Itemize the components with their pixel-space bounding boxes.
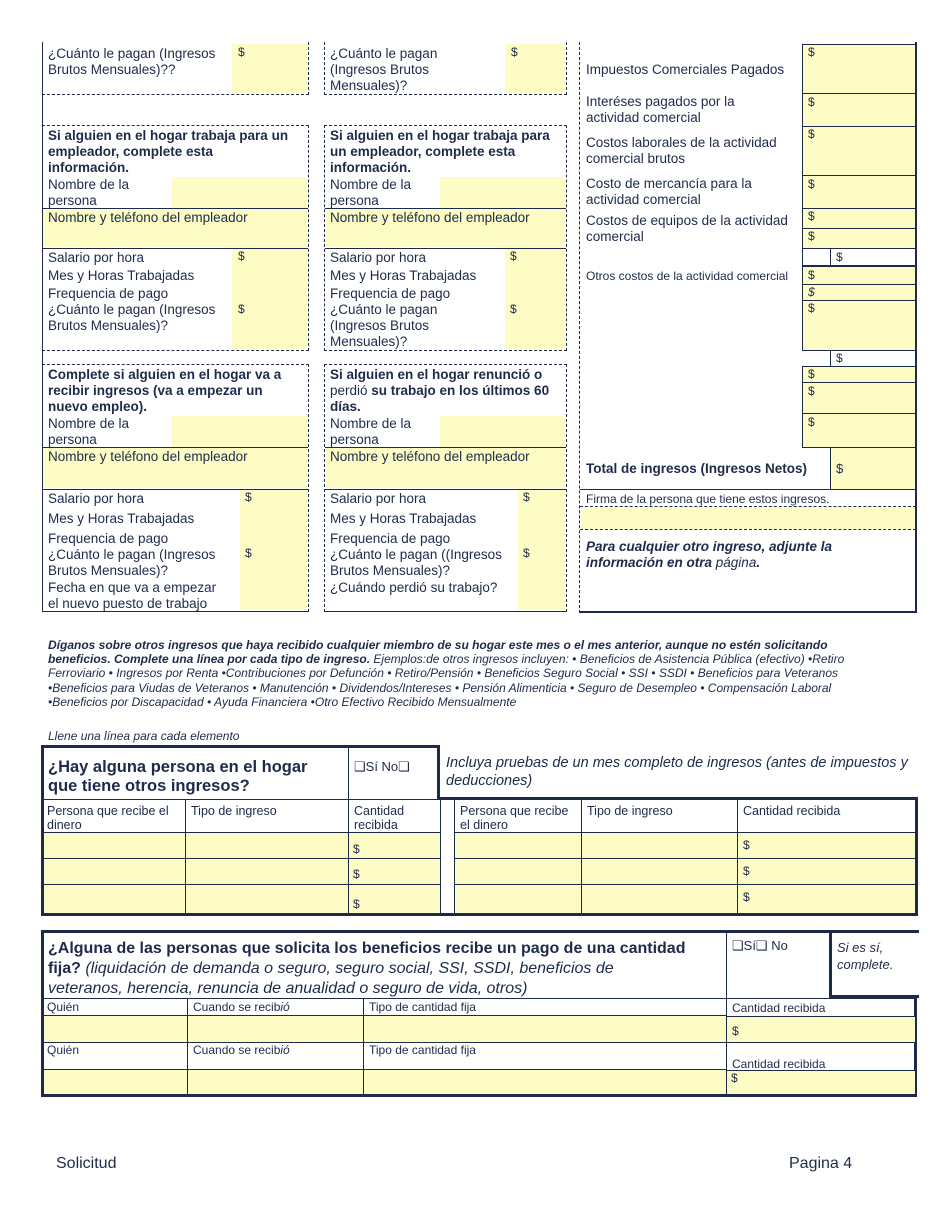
divider [802, 228, 916, 229]
divider [580, 489, 916, 490]
dollar-sign: $ [743, 890, 750, 904]
dollar-sign: $ [245, 546, 252, 560]
fixed-row-amount[interactable] [727, 1071, 915, 1094]
question-italic: (liquidación de demanda o seguro, seguro social, SSI, SSDI, beneficios de [80, 960, 614, 977]
top-left-gross-label: ¿Cuánto le pagan (Ingresos Brutos Mensuales)?? [48, 46, 216, 77]
divider [580, 529, 916, 530]
dollar-sign: $ [836, 461, 844, 476]
dollar-sign: $ [808, 95, 815, 109]
divider [348, 746, 349, 800]
col-amount2-header: Cantidad recibida [743, 804, 841, 818]
other-income-question: ¿Hay alguna persona en el hogar que tiene otros ingresos? [48, 758, 308, 795]
dollar-sign: $ [836, 250, 843, 264]
dollar-sign: $ [245, 490, 252, 504]
divider [830, 351, 831, 366]
dollar-sign: $ [743, 864, 750, 878]
section-c-frequency-label: Frequencia de pago [48, 531, 169, 546]
col-person2-header: Persona que recibe el dinero [460, 804, 569, 832]
dollar-sign: $ [238, 302, 245, 316]
other-income-intro: Díganos sobre otros ingresos que haya recibido cualquier miembro de su hogar este mes o el mes anterior, aunque no estén solicitando beneficios. Complete una línea por cada tipo de ingreso. Ejemplos:de otros ingresos incluyen: • Beneficios de Asistencia Pública (efectivo) •Retiro Ferroviario • Ingresos por Renta •Contribuciones por Defunción • Retiro/Pensión • Beneficios Seguro Social • SSI • SSDI • Beneficios para Veteranos •Beneficios para Viudas de Veteranos • Manutención • Dividendos/Intereses • Pensión Alimenticia • Seguro de Desempleo • Compensación Laboral •Beneficios por Discapacidad • Ayuda Financiera •Otro Efectivo Recibido Mensualmente [48, 638, 845, 709]
fixed-payment-yes-no[interactable]: ❑Sí❑ No [732, 938, 788, 953]
proof-note: Incluya pruebas de un mes completo de ingresos (antes de impuestos y deducciones) [446, 755, 908, 789]
fixed-payment-question: ¿Alguna de las personas que solicita los beneficios recibe un pago de una cantidad fija? (liquidación de demanda o seguro, seguro social, SSI, SSDI, beneficios de veteranos, herencia, renuncia de anualidad o seguro de vida, otros) [48, 940, 686, 997]
col-person-header: Persona que recibe el dinero [47, 804, 169, 832]
section-b-gross-label: ¿Cuánto le pagan (Ingresos Brutos Mensuales)? [330, 302, 438, 349]
dollar-sign: $ [731, 1071, 738, 1085]
divider [581, 833, 582, 913]
dollar-sign: $ [353, 842, 360, 856]
dollar-sign: $ [353, 867, 360, 881]
business-total-field[interactable] [831, 448, 915, 489]
section-d-month-hours-label: Mes y Horas Trabajadas [330, 511, 477, 526]
note-part: . [756, 555, 761, 570]
if-yes-note: Si es sí, complete. [837, 940, 894, 972]
business-gap-row [803, 249, 915, 266]
dollar-sign: $ [808, 367, 815, 381]
fill-line-note: Llene una línea para cada elemento [48, 729, 240, 743]
divider [802, 413, 916, 414]
divider [44, 1042, 915, 1043]
note-part: página [715, 555, 757, 570]
business-other-label: Otros costos de la actividad comercial [586, 269, 789, 283]
section-d-employer-label: Nombre y teléfono del empleador [330, 449, 530, 464]
footer-page-number: Pagina 4 [789, 1155, 853, 1172]
divider [802, 208, 916, 209]
divider [802, 126, 916, 127]
business-total-label: Total de ingresos (Ingresos Netos) [586, 461, 808, 476]
section-c-hourly-label: Salario por hora [48, 491, 145, 506]
section-d-hourly-label: Salario por hora [330, 491, 427, 506]
section-c-gross-label: ¿Cuánto le pagan (Ingresos Brutos Mensuales)? [48, 547, 216, 578]
when-header [193, 1043, 290, 1057]
section-c-heading: Complete si alguien en el hogar va a recibir ingresos (va a empezar un nuevo empleo). [48, 367, 282, 414]
when-text: Cuando se recib [193, 1043, 281, 1057]
table-row[interactable] [349, 833, 440, 913]
business-values-field[interactable] [803, 44, 915, 447]
dollar-sign: $ [353, 897, 360, 911]
who-header: Quién [47, 1043, 80, 1057]
section-d-heading-word: perdió [330, 383, 368, 398]
section-b-values-field[interactable] [505, 249, 565, 349]
business-values-border [802, 366, 803, 447]
dollar-sign: $ [808, 301, 815, 315]
dollar-sign: $ [808, 268, 815, 282]
section-a-values-field[interactable] [232, 249, 307, 349]
business-labor-label: Costos laborales de la actividad comercial brutos [586, 135, 777, 166]
amount-header: Cantidad recibida [732, 1057, 826, 1071]
section-b-name-label: Nombre de la persona [330, 177, 412, 208]
section-a-gross-label: ¿Cuánto le pagan (Ingresos Brutos Mensuales)? [48, 302, 216, 333]
section-d-heading-rest: su trabajo en los últimos 60 [367, 383, 550, 398]
divider [802, 284, 916, 285]
section-b-heading: Si alguien en el hogar trabaja para un empleador, complete esta información. [330, 128, 550, 175]
section-d-heading: Si alguien en el hogar renunció o perdió su trabajo en los últimos 60 días. [330, 367, 550, 414]
dollar-sign: $ [743, 838, 750, 852]
dollar-sign: $ [808, 285, 815, 299]
section-a-month-hours-label: Mes y Horas Trabajadas [48, 268, 195, 283]
dollar-sign: $ [836, 351, 843, 365]
dollar-sign: $ [510, 302, 517, 316]
fixed-row-who[interactable] [44, 1016, 187, 1042]
divider [44, 858, 440, 859]
dollar-sign: $ [238, 249, 245, 263]
divider [44, 998, 915, 999]
section-c-name-field[interactable] [172, 416, 307, 447]
section-b-frequency-label: Frequencia de pago [330, 286, 451, 301]
col-type-header: Tipo de ingreso [191, 804, 277, 818]
section-c-start-label: Fecha en que va a empezar el nuevo puesto de trabajo [48, 580, 217, 611]
divider [185, 833, 186, 913]
business-merch-label: Costo de mercancía para la actividad comercial [586, 176, 752, 207]
business-signature-label: Firma de la persona que tiene estos ingresos. [586, 492, 830, 506]
divider [802, 266, 916, 267]
divider [737, 833, 738, 913]
dollar-sign: $ [238, 45, 245, 59]
divider [802, 93, 916, 94]
dollar-sign: $ [523, 490, 530, 504]
divider [440, 800, 441, 913]
divider [802, 366, 916, 367]
intro-bold: beneficios. Complete una línea por cada tipo de ingreso. [48, 652, 371, 667]
business-other-income-note: Para cualquier otro ingreso, adjunte la información en otra página. [586, 539, 833, 570]
fixed-row-when[interactable] [188, 1070, 363, 1094]
section-a-name-label: Nombre de la persona [48, 177, 130, 208]
section-d-frequency-label: Frequencia de pago [330, 531, 451, 546]
when-text-italic: ió [280, 1000, 290, 1014]
signature-field[interactable] [581, 507, 915, 529]
divider [802, 382, 916, 383]
section-a-name-field[interactable] [172, 177, 307, 208]
table-row[interactable] [186, 833, 348, 913]
divider [830, 249, 831, 266]
when-header [193, 1000, 290, 1014]
divider [454, 884, 915, 885]
dollar-sign: $ [808, 209, 815, 223]
divider [802, 175, 916, 176]
business-values-border [802, 44, 803, 350]
col-amount-header: Cantidad recibida [354, 804, 405, 832]
dollar-sign: $ [808, 45, 815, 59]
fixed-row-type[interactable] [364, 1070, 726, 1094]
section-a-employer-label: Nombre y teléfono del empleador [48, 210, 248, 225]
dollar-sign: $ [808, 127, 815, 141]
dollar-sign: $ [808, 415, 815, 429]
business-taxes-label: Impuestos Comerciales Pagados [586, 62, 785, 77]
business-gap-row [803, 351, 915, 366]
divider [44, 884, 440, 885]
intro-rest: Ejemplos:de otros ingresos incluyen: • Beneficios de Asistencia Pública (efectivo) •Retiro [370, 652, 845, 667]
section-d-name-label: Nombre de la persona [330, 416, 412, 447]
when-text: Cuando se recib [193, 1000, 281, 1014]
fixed-row-type[interactable] [364, 1016, 726, 1042]
section-b-name-field[interactable] [440, 177, 565, 208]
note-part: información en otra [586, 555, 716, 570]
section-b-hourly-label: Salario por hora [330, 250, 427, 265]
section-a-frequency-label: Frequencia de pago [48, 286, 169, 301]
section-a-heading: Si alguien en el hogar trabaja para un empleador, complete esta información. [48, 128, 289, 175]
section-c-employer-label: Nombre y teléfono del empleador [48, 449, 248, 464]
section-c-month-hours-label: Mes y Horas Trabajadas [48, 511, 195, 526]
footer-left: Solicitud [56, 1155, 117, 1172]
dollar-sign: $ [523, 546, 530, 560]
dollar-sign: $ [510, 249, 517, 263]
table-row[interactable] [582, 833, 737, 913]
dollar-sign: $ [808, 384, 815, 398]
fixed-row-when[interactable] [188, 1016, 363, 1042]
section-b-employer-label: Nombre y teléfono del empleador [330, 210, 530, 225]
table-row[interactable] [455, 833, 581, 913]
divider [802, 44, 916, 45]
section-c-name-label: Nombre de la persona [48, 416, 130, 447]
divider [454, 858, 915, 859]
table-row[interactable] [738, 833, 915, 913]
divider [802, 300, 916, 301]
amount-header: Cantidad recibida [732, 1001, 826, 1015]
type-header: Tipo de cantidad fija [369, 1043, 476, 1057]
section-d-lost-job-label: ¿Cuándo perdió su trabajo? [330, 580, 498, 595]
dollar-sign: $ [511, 45, 518, 59]
question-bold: fija? [48, 960, 81, 977]
section-d-gross-label: ¿Cuánto le pagan ((Ingresos Brutos Mensuales)? [330, 547, 502, 578]
dollar-sign: $ [808, 177, 815, 191]
dollar-sign: $ [732, 1024, 739, 1038]
section-d-name-field[interactable] [440, 416, 565, 447]
business-interest-label: Interéses pagados por la actividad comercial [586, 94, 735, 125]
other-income-yes-no[interactable]: ❑Sí No❑ [354, 759, 410, 774]
who-header: Quién [47, 1000, 80, 1014]
section-a-hourly-label: Salario por hora [48, 250, 145, 265]
divider [348, 833, 349, 913]
section-b-month-hours-label: Mes y Horas Trabajadas [330, 268, 477, 283]
dollar-sign: $ [808, 229, 815, 243]
type-header: Tipo de cantidad fija [369, 1000, 476, 1014]
top-mid-gross-label: ¿Cuánto le pagan (Ingresos Brutos Mensuales)? [330, 46, 438, 93]
business-equip-label: Costos de equipos de la actividad comercial [586, 213, 788, 244]
when-text-italic: ió [280, 1043, 290, 1057]
fixed-row-amount[interactable] [727, 1017, 915, 1042]
fixed-row-who[interactable] [44, 1070, 187, 1094]
col-type2-header: Tipo de ingreso [587, 804, 673, 818]
table-row[interactable] [44, 833, 185, 913]
